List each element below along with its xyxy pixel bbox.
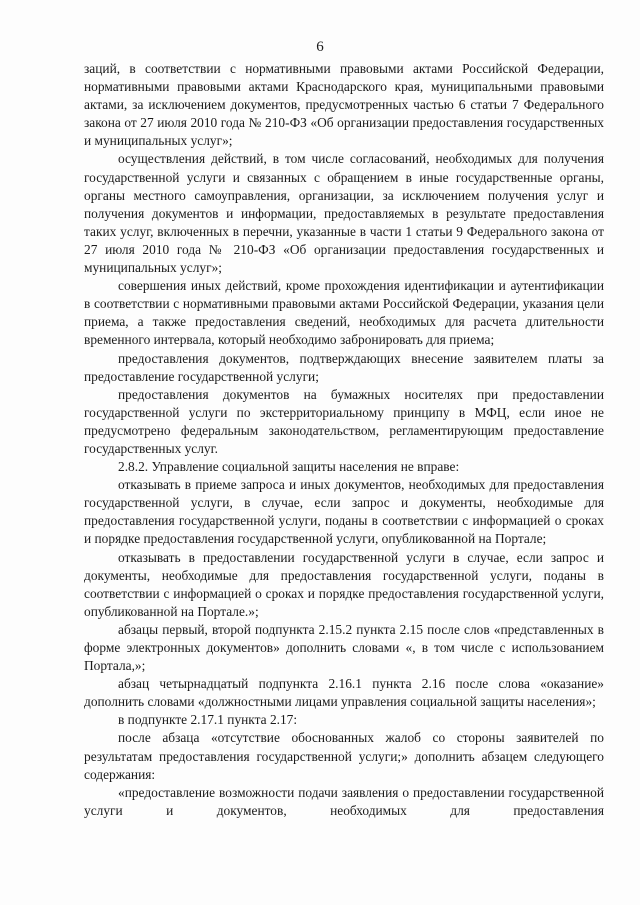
paragraph: отказывать в приеме запроса и иных документов, необходимых для предоставления государственной услуги, в случае, если запрос и документы, необходимые для предоставления государственной услуги, поданы в соответствии с информацией о сроках и порядке предоставления государственной услуги, опубликованной на Портале;: [84, 477, 604, 547]
paragraph: в подпункте 2.17.1 пункта 2.17:: [118, 712, 298, 728]
paragraph: после абзаца «отсутствие обоснованных жалоб со стороны заявителей по результатам предоставления государственной услуги;» дополнить абзацем следующего содержания:: [84, 730, 604, 782]
paragraph: предоставления документов, подтверждающих внесение заявителем платы за предоставление государственной услуги;: [84, 350, 604, 384]
paragraph: абзац четырнадцатый подпункта 2.16.1 пункта 2.16 после слова «оказание» дополнить словами «должностными лицами управления социальной защиты населения»;: [84, 676, 604, 710]
paragraph: предоставления документов на бумажных носителях при предоставлении государственной услуги по экстерриториальному принципу в МФЦ, если иное не предусмотрено федеральным законодательством, регламентирующим предоставление государственных услуг.: [84, 386, 604, 456]
paragraph: отказывать в предоставлении государственной услуги в случае, если запрос и документы, необходимые для предоставления государственной услуги, поданы в соответствии с информацией о сроках и порядке предоставления государственной услуги, опубликованной на Портале.»;: [84, 549, 604, 619]
paragraph: заций, в соответствии с нормативными правовыми актами Российской Федерации, нормативными правовыми актами Краснодарского края, муниципальными правовыми актами, за исключением документов, предусмотренных частью 6 статьи 7 Федерального закона от 27 июля 2010 года № 210-ФЗ «Об организации предоставления государственных и муниципальных услуг»;: [84, 61, 604, 149]
paragraph: 2.8.2. Управление социальной защиты населения не вправе:: [118, 459, 460, 475]
page-number: 6: [316, 39, 324, 55]
paragraph: абзацы первый, второй подпункта 2.15.2 пункта 2.15 после слов «представленных в форме электронных документов» дополнить словами «, в том числе с использованием Портала,»;: [84, 621, 604, 674]
document-body: [84, 60, 604, 820]
paragraph: осуществления действий, в том числе согласований, необходимых для получения государственной услуги и связанных с обращением в иные государственные органы, органы местного самоуправления, организации, за исключением получения услуг и получения документов и информации, предоставляемых в результате предоставления таких услуг, включенных в перечни, указанные в части 1 статьи 9 Федерального закона от 27 июля 2010 года № 210-ФЗ «Об организации предоставления государственных и муниципальных услуг»;: [84, 151, 604, 276]
paragraph: совершения иных действий, кроме прохождения идентификации и аутентификации в соответствии с нормативными правовыми актами Российской Федерации, указания цели приема, а также предоставления сведений, необходимых для расчета длительности временного интервала, который необходимо забронировать для приема;: [84, 278, 604, 348]
paragraph: «предоставление возможности подачи заявления о предоставлении государственной услуги и документов, необходимых для предоставления: [84, 784, 604, 818]
